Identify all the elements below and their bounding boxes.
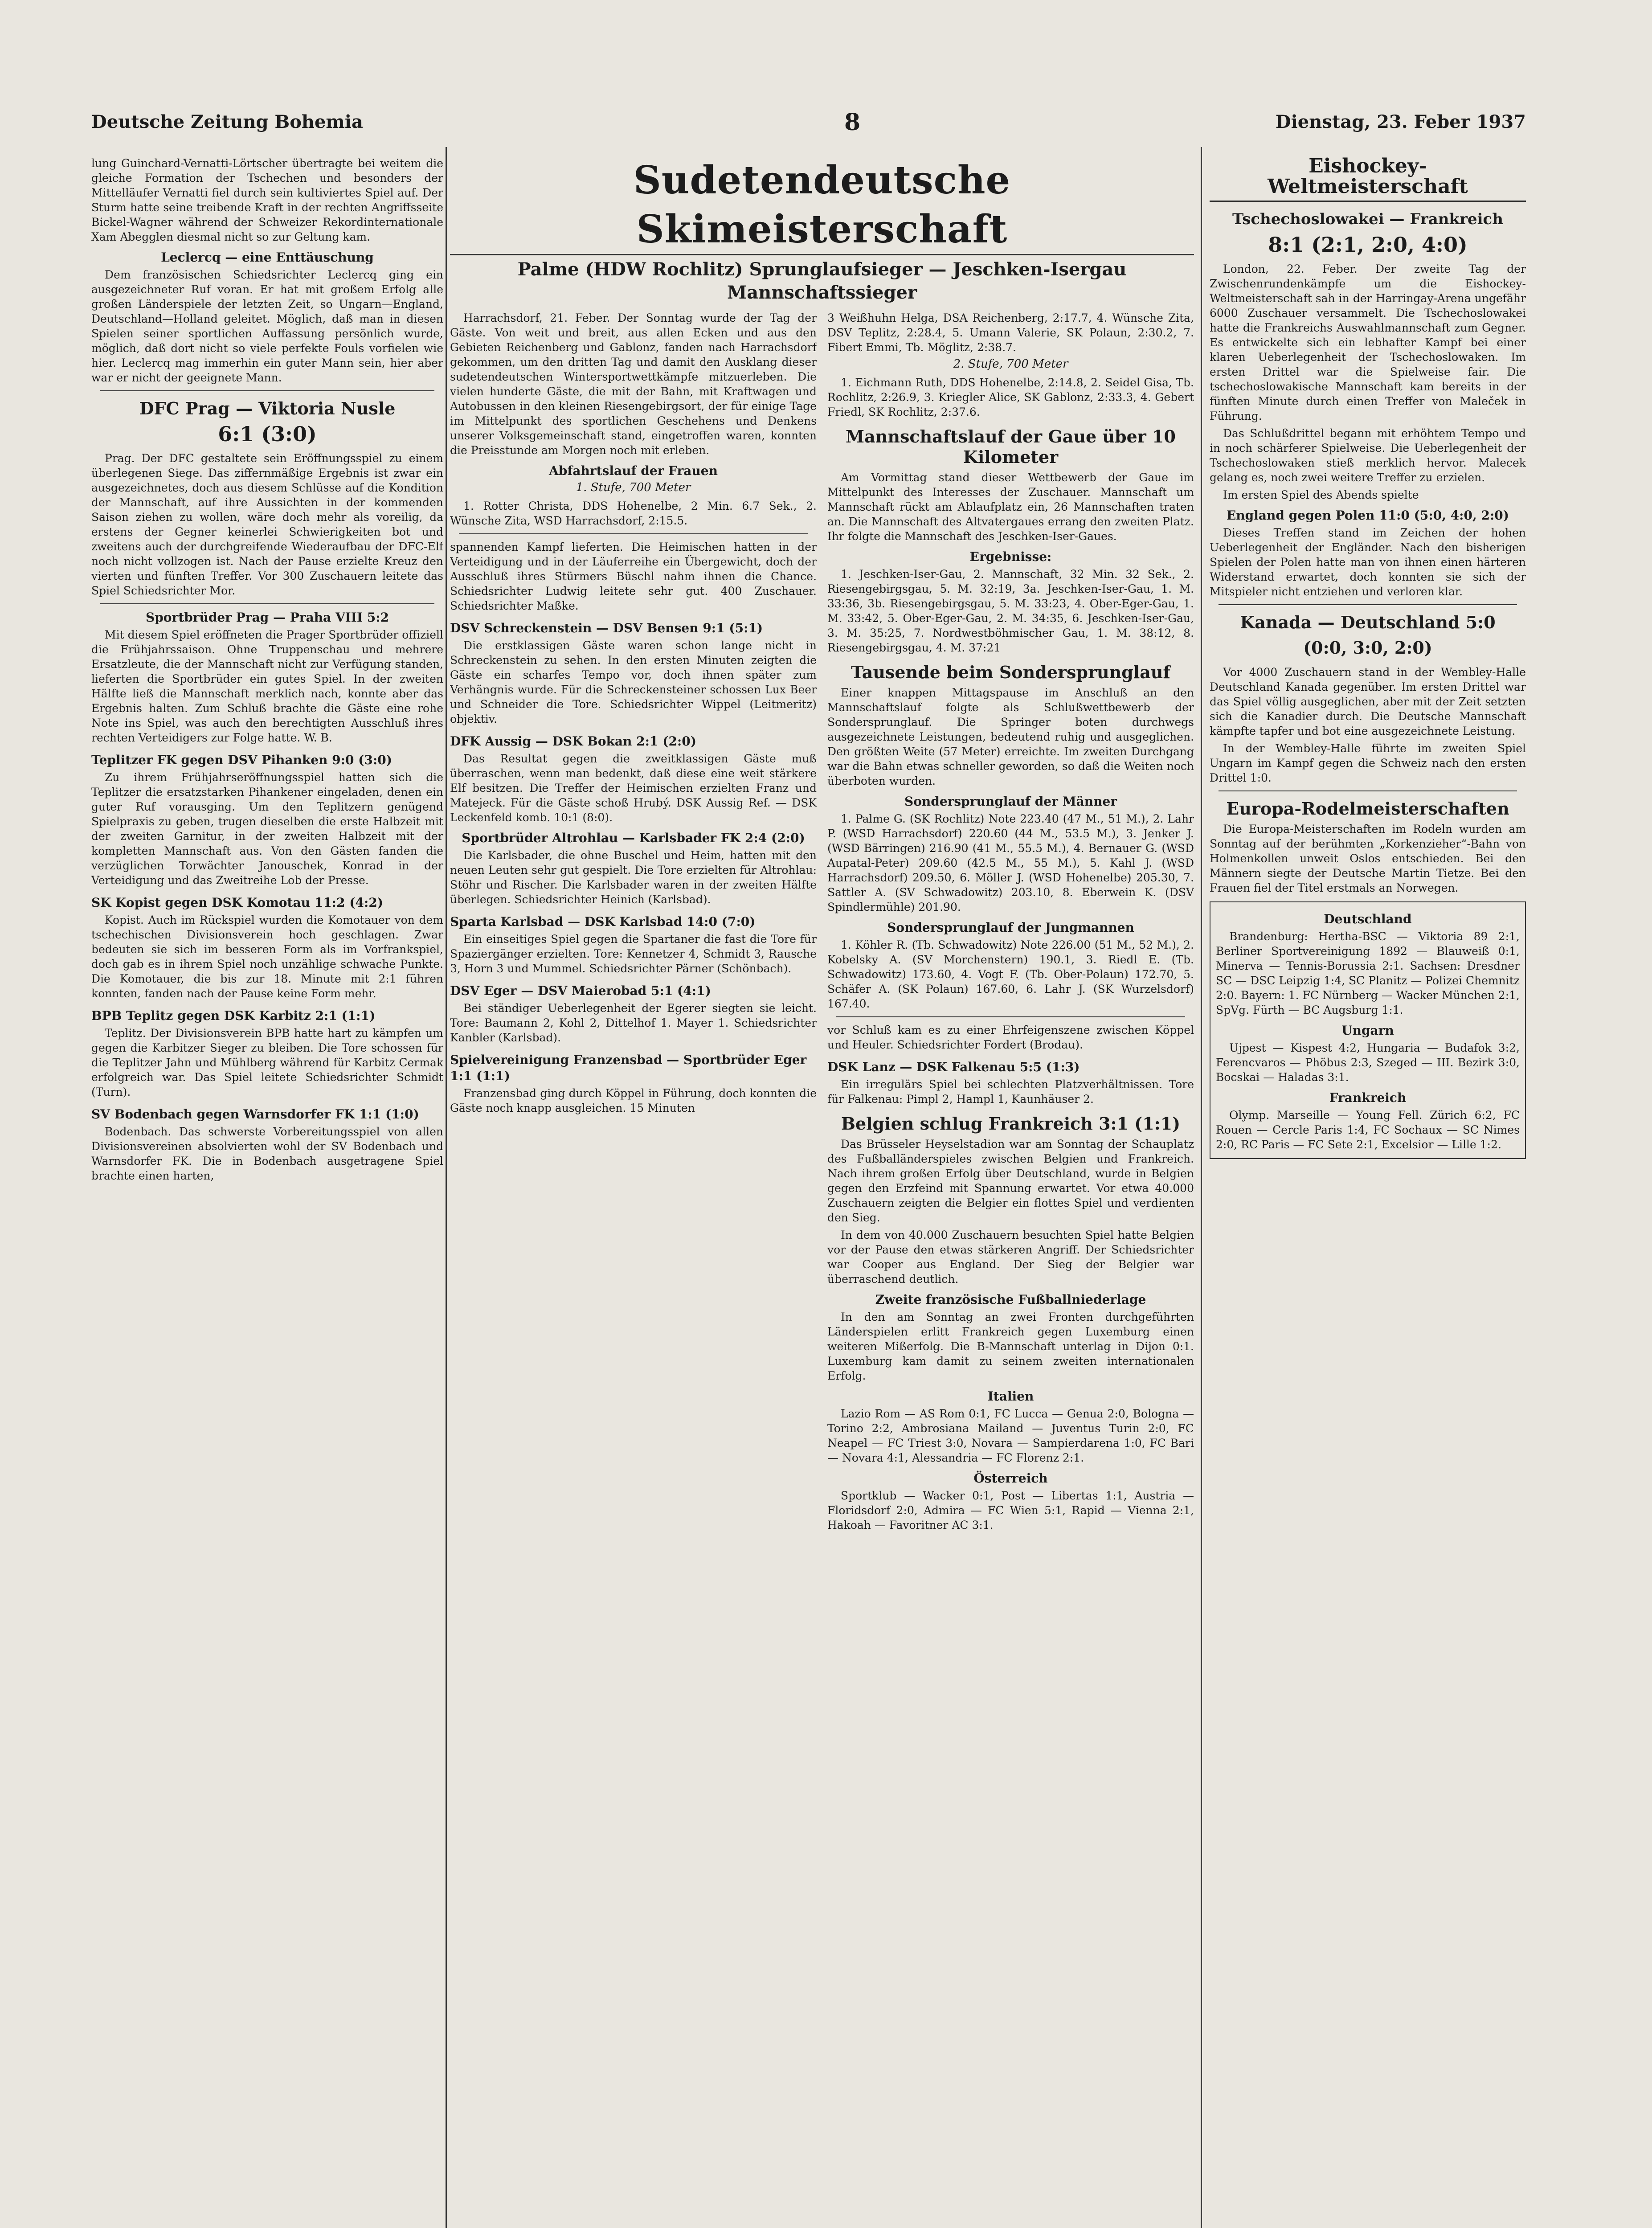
article-text: lung Guinchard-Vernatti-Lörtscher übertragte bei weitem die gleiche Formation der Tschechen und besonders der Mittelläufer Vernatti fiel durch sein kultiviertes Spiel auf. Der Sturm hatte seine treibende Kraft in der rechten Angriffsseite Bickel-Wagner während der Schweizer Rekordinternationale Xam Abegglen diesmal nicht so zur Geltung kam.: [91, 157, 443, 243]
separator: [100, 390, 434, 391]
headline: Eishockey-Weltmeisterschaft: [1210, 156, 1526, 202]
headline: DSV Eger — DSV Maierobad 5:1 (4:1): [450, 983, 711, 998]
right-column: [1210, 156, 1526, 2228]
article-text: Olymp. Marseille — Young Fell. Zürich 6:2, FC Rouen — Cercle Paris 1:4, FC Sochaux — SC Nimes 2:0, RC Paris — FC Sete 2:1, Excelsior — Lille 1:2.: [1216, 1109, 1520, 1151]
headline: Kanada — Deutschland 5:0: [1240, 612, 1496, 632]
article-text: Die Karlsbader, die ohne Buschel und Heim, hatten mit den neuen Leuten sehr gut gespielt. Die Tore erzielten für Altrohlau: Stöhr und Rischer. Die Karlsbader waren in der zweiten Hälfte überlegen. Schiedsrichter Heinich (Karlsbad).: [450, 849, 817, 906]
headline: Sportbrüder Prag — Praha VIII 5:2: [145, 610, 389, 625]
article-text: Lazio Rom — AS Rom 0:1, FC Lucca — Genua 2:0, Bologna — Torino 2:2, Ambrosiana Mailand — Juventus Turin 2:0, FC Neapel — FC Triest 3:0, Novara — Sampierdarena 1:0, FC Bari — Novara 4:1, Alessandria — FC Florenz 2:1.: [827, 1407, 1194, 1464]
article-text: 1. Köhler R. (Tb. Schwadowitz) Note 226.00 (51 M., 52 M.), 2. Kobelsky A. (SV Morchenstern) 190.1, 3. Riedl E. (Tb. Schwadowitz) 173.60, 4. Vogt F. (Tb. Ober-Polaun) 172.70, 5. Schäfer A. (SK Polaun) 167.60, 6. Lahr J. (SK Wurzelsdorf) 167.40.: [827, 938, 1194, 1010]
subheading: Sondersprunglauf der Männer: [904, 794, 1117, 809]
article-text: Harrachsdorf, 21. Feber. Der Sonntag wurde der Tag der Gäste. Von weit und breit, aus allen Ecken und aus den Gebieten Reichenberg und Gablonz, fanden nach Harrachsdorf gekommen, um den dritten Tag und damit den Ausklang dieser sudetendeutschen Wintersportwettkämpfe mitzuerleben. Die vielen hunderte Gäste, die mit der Bahn, mit Kraftwagen und Autobussen in den kleinen Riesengebirgsort, der für einige Tage im Mittelpunkt des sportlichen Geschehens und Denkens unserer Volksgemeinschaft stand, eingetroffen waren, konnten die Preisstunde am Morgen noch mit erleben.: [450, 311, 817, 457]
article-text: Brandenburg: Hertha-BSC — Viktoria 89 2:1, Berliner Sportvereinigung 1892 — Blauweiß 0:1, Minerva — Tennis-Borussia 2:1. Sachsen: Dresdner SC — DSC Leipzig 1:4, SC Planitz — Polizei Chemnitz 2:0. Bayern: 1. FC Nürnberg — Wacker München 2:1, SpVg. Fürth — BC Augsburg 1:1.: [1216, 930, 1520, 1016]
issue-date: Dienstag, 23. Feber 1937: [1275, 111, 1526, 132]
article-text: 3 Weißhuhn Helga, DSA Reichenberg, 2:17.7, 4. Wünsche Zita, DSV Teplitz, 2:28.4, 5. Umann Valerie, SK Polaun, 2:30.2, 7. Fibert Emmi, Tb. Möglitz, 2:38.7.: [827, 311, 1194, 354]
article-text: 1. Rotter Christa, DDS Hohenelbe, 2 Min. 6.7 Sek., 2. Wünsche Zita, WSD Harrachsdorf, 2:15.5.: [450, 500, 817, 527]
article-text: Sportklub — Wacker 0:1, Post — Libertas 1:1, Austria — Floridsdorf 2:0, Admira — FC Wien 5:1, Rapid — Vienna 2:1, Hakoah — Favoritner AC 3:1.: [827, 1489, 1194, 1532]
article-text: Bodenbach. Das schwerste Vorbereitungsspiel von allen Divisionsvereinen absolvierten wohl der SV Bodenbach und Warnsdorfer FK. Die in Bodenbach ausgetragene Spiel brachte einen harten,: [91, 1125, 443, 1182]
article-text: 1. Eichmann Ruth, DDS Hohenelbe, 2:14.8, 2. Seidel Gisa, Tb. Rochlitz, 2:26.9, 3. Kriegler Alice, SK Gablonz, 2:33.3, 4. Gebert Friedl, SK Rochlitz, 2:37.6.: [827, 376, 1194, 418]
article-text: Am Vormittag stand dieser Wettbewerb der Gaue im Mittelpunkt des Interesses der Zuschauer. Mannschaft um Mannschaft rückt am Ablaufplatz ein, 26 Mannschaften traten an. Die Mannschaft des Altvatergaues errang den zweiten Platz. Ihr folgte die Mannschaft des Jeschken-Iser-Gaues.: [827, 471, 1194, 543]
headline: SK Kopist gegen DSK Komotau 11:2 (4:2): [91, 895, 384, 910]
headline: DFC Prag — Viktoria Nusle: [139, 398, 396, 418]
column-rule: [1201, 147, 1202, 2228]
separator: [1219, 604, 1517, 605]
separator: [459, 533, 808, 534]
headline: Europa-Rodelmeisterschaften: [1226, 799, 1509, 819]
headline: Spielvereinigung Franzensbad — Sportbrüder Eger 1:1 (1:1): [450, 1053, 807, 1083]
article-text: Ein einseitiges Spiel gegen die Spartaner die fast die Tore für Spaziergänger erzielten. Tore: Kennetzer 4, Schmidt 3, Rausche 3, Horn 3 und Mummel. Schiedsrichter Pärner (Schönbach).: [450, 933, 817, 975]
main-subheadline: Palme (HDW Rochlitz) Sprunglaufsieger — Jeschken-Isergau: [517, 259, 1127, 280]
subheadline: Tschechoslowakei — Frankreich: [1232, 210, 1503, 228]
headline: Tausende beim Sondersprunglauf: [851, 662, 1170, 682]
article-text: Mit diesem Spiel eröffneten die Prager Sportbrüder offiziell die Frühjahrssaison. Ohne Truppenschau und mehrere Ersatzleute, die der Mannschaft nicht zur Verfügung standen, lieferten die Sportbrüder ein gutes Spiel. In der zweiten Hälfte ließ die Mannschaft merklich nach, konnte aber das Ergebnis halten. Zum Schluß brachte die Gäste eine rohe Note ins Spiel, was auch den berechtigten Ausschluß ihres rechten Verteidigers zur Folge hatte. W. B.: [91, 628, 443, 744]
article-text: Bei ständiger Ueberlegenheit der Egerer siegten sie leicht. Tore: Baumann 2, Kohl 2, Dittelhof 1. Mayer 1. Schiedsrichter Kanbler (Karlsbad).: [450, 1002, 817, 1044]
results-box: [1210, 901, 1526, 1159]
separator: [1219, 790, 1517, 791]
paper-name: Deutsche Zeitung Bohemia: [91, 111, 363, 132]
article-text: Einer knappen Mittagspause im Anschluß an den Mannschaftslauf folgte als Schlußwettbewerb der Sondersprunglauf. Die Springer boten durchwegs ausgezeichnete Leistungen, bedeutend ruhig und ausgeglichen. Den größten Weite (57 Meter) erreichte. Im zweiten Durchgang war die Bahn etwas schneller geworden, so daß die Weiten noch überboten wurden.: [827, 686, 1194, 787]
subheading: Abfahrtslauf der Frauen: [549, 463, 718, 478]
article-text: In den am Sonntag an zwei Fronten durchgeführten Länderspielen erlitt Frankreich gegen Luxemburg einen weiteren Mißerfolg. Die B-Mannschaft unterlag in Dijon 0:1. Luxemburg kam damit zu seinem zweiten internationalen Erfolg.: [827, 1311, 1194, 1382]
page-number: 8: [844, 109, 861, 136]
main-headline: Sudetendeutsche Skimeisterschaft: [450, 156, 1194, 255]
subheading: Ergebnisse:: [969, 549, 1052, 564]
center-subcolumn-left: [450, 311, 817, 1535]
score: 6:1 (3:0): [218, 422, 317, 446]
headline: Zweite französische Fußballniederlage: [875, 1292, 1146, 1307]
article-text: Im ersten Spiel des Abends spielte: [1223, 488, 1419, 501]
article-text: spannenden Kampf lieferten. Die Heimischen hatten in der Verteidigung und in der Läuferreihe ein Übergewicht, doch der Ausschluß ihres Stürmers Büschl nahm ihnen die Chance. Schiedsrichter Ludwig leitete sehr gut. 400 Zuschauer. Schiedsrichter Maßke.: [450, 541, 817, 612]
separator: [836, 1016, 1185, 1017]
article-text: 1. Jeschken-Iser-Gau, 2. Mannschaft, 32 Min. 32 Sek., 2. Riesengebirgsgau, 5. M. 32:19, 3a. Jeschken-Iser-Gau, 1. M. 33:36, 3b. Riesengebirgsgau, 5. M. 33:23, 4. Ober-Eger-Gau, 1. M. 33:42, 5. Ober-Eger-Gau, 2. M. 34:35, 6. Jeschken-Iser-Gau, 3. M. 35:25, 7. Nordwestböhmischer Gau, 1. M. 38:12, 8. Riesengebirgsgau, 4. M. 37:21: [827, 568, 1194, 654]
headline: Mannschaftslauf der Gaue über 10 Kilometer: [846, 426, 1176, 467]
masthead: [91, 107, 1526, 138]
article-text: In der Wembley-Halle führte im zweiten Spiel Ungarn im Kampf gegen die Schweiz nach den ersten Drittel 1:0.: [1210, 742, 1526, 784]
headline: BPB Teplitz gegen DSK Karbitz 2:1 (1:1): [91, 1008, 376, 1023]
article-text: Prag. Der DFC gestaltete sein Eröffnungsspiel zu einem überlegenen Siege. Das ziffernmäßige Ergebnis ist zwar ein ausgezeichnetes, doch aus diesem Schlüsse auf die Kondition der Mannschaft, auf ihre Aussichten in der kommenden Saison ziehen zu wollen, wäre doch mehr als voreilig, da erstens der Gegner keinerlei Schwierigkeiten bot und zweitens auch der durchgreifende Wiederaufbau der DFC-Elf noch nicht vollzogen ist. Nach der Pause erzielte Kreuz den vierten und fünften Treffer. Vor 300 Zuschauern leitete das Spiel Schiedsrichter Mor.: [91, 452, 443, 597]
article-text: Kopist. Auch im Rückspiel wurden die Komotauer von dem tschechischen Divisionsverein hoch geschlagen. Zwar bedeuten sie sich im besseren Form als im Vorfrankspiel, doch gab es in ihrem Spiel noch unzählige schwache Punkte. Die Komotauer, die bis zur 18. Minute mit 2:1 führen konnten, fanden nach der Pause keine Form mehr.: [91, 913, 443, 1000]
main-subheadline-2: Mannschaftssieger: [727, 282, 917, 303]
center-subcolumn-right: [827, 311, 1194, 1535]
headline: England gegen Polen 11:0 (5:0, 4:0, 2:0): [1226, 508, 1509, 523]
headline: DFK Aussig — DSK Bokan 2:1 (2:0): [450, 734, 696, 749]
subheading: Frankreich: [1329, 1090, 1407, 1105]
column-rule: [446, 147, 447, 2228]
article-text: Zu ihrem Frühjahrseröffnungsspiel hatten sich die Teplitzer die ersatzstarken Pihankener eingeladen, denen ein guter Ruf vorausging. Um den Teplitzern genügend Spielpraxis zu geben, trugen dieselben die erste Halbzeit mit der zweiten Garnitur, in der zweiten Halbzeit mit der kompletten Mannschaft aus. Von den Gästen fanden die verzüglichen Torwächter Janouschek, Konrad in der Verteidigung und das Zweitreihe Lob der Presse.: [91, 771, 443, 887]
headline: DSV Schreckenstein — DSV Bensen 9:1 (5:1): [450, 621, 763, 635]
article-text: Dem französischen Schiedsrichter Leclercq ging ein ausgezeichneter Ruf voran. Er hat mit großem Erfolg alle großen Länderspiele der letzten Zeit, so Ungarn—England, Deutschland—Holland geleitet. Möglich, daß man in diesen Spielen seiner sportlichen Auffassung persönlich wurde, möglich, daß dort nicht so viele perfekte Fouls vorfielen wie hier. Leclercq mag immerhin ein guter Mann sein, hier aber war er nicht der geeignete Mann.: [91, 268, 443, 384]
subheading: Ungarn: [1341, 1023, 1394, 1038]
article-text: Die Europa-Meisterschaften im Rodeln wurden am Sonntag auf der berühmten „Korkenzieher“-Bahn von Holmenkollen unweit Oslos entschieden. Bei den Männern siegte der Deutsche Martin Tietze. Bei den Frauen fiel der Titel erstmals an Norwegen.: [1210, 823, 1526, 894]
article-text: Die erstklassigen Gäste waren schon lange nicht in Schreckenstein zu sehen. In den ersten Minuten zeigten die Gäste ein scharfes Tempo vor, doch ihnen später zum Verhängnis wurde. Für die Schreckensteiner schossen Lux Beer und Schneider die Tore. Schiedsrichter Wippel (Leitmeritz) objektiv.: [450, 639, 817, 725]
headline: DSK Lanz — DSK Falkenau 5:5 (1:3): [827, 1060, 1080, 1074]
subheading: Österreich: [973, 1471, 1048, 1486]
subheading: Sondersprunglauf der Jungmannen: [887, 920, 1134, 935]
article-text: Das Resultat gegen die zweitklassigen Gäste muß überraschen, wenn man bedenkt, daß diese eine weit stärkere Elf besitzen. Die Treffer der Heimischen erzielten Franz und Matejeck. Für die Gäste schoß Hrubý. DSK Aussig Ref. — DSK Leckenfeld komb. 10:1 (8:0).: [450, 752, 817, 824]
article-text: Ein irregulärs Spiel bei schlechten Platzverhältnissen. Tore für Falkenau: Pimpl 2, Hampl 1, Kaunhäuser 2.: [827, 1078, 1194, 1106]
headline: Sparta Karlsbad — DSK Karlsbad 14:0 (7:0): [450, 914, 756, 929]
headline: SV Bodenbach gegen Warnsdorfer FK 1:1 (1:0): [91, 1107, 419, 1122]
subheading: 1. Stufe, 700 Meter: [576, 481, 691, 494]
subheading: Leclercq — eine Enttäuschung: [161, 250, 374, 265]
article-text: vor Schluß kam es zu einer Ehrfeigenszene zwischen Köppel und Heuler. Schiedsrichter Fordert (Brodau).: [827, 1024, 1194, 1051]
score: (0:0, 3:0, 2:0): [1303, 638, 1432, 658]
article-text: Das Schlußdrittel begann mit erhöhtem Tempo und in noch schärferer Spielweise. Die Ueberlegenheit der Tschechoslowaken stieß merklich hervor. Malecek gelang es, noch zwei weitere Treffer zu erzielen.: [1210, 427, 1526, 484]
separator: [100, 603, 434, 604]
article-text: Das Brüsseler Heyselstadion war am Sonntag der Schauplatz des Fußballänderspieles zwischen Belgien und Frankreich. Nach ihrem großen Erfolg über Deutschland, wurde in Belgien gegen den Erzfeind mit Spannung erwartet. Vor etwa 40.000 Zuschauern zeigten die Belgier ein flottes Spiel und verdienten den Sieg.: [827, 1138, 1194, 1224]
article-text: Franzensbad ging durch Köppel in Führung, doch konnten die Gäste noch knapp ausgleichen. 15 Minuten: [450, 1087, 817, 1114]
score: 8:1 (2:1, 2:0, 4:0): [1268, 233, 1468, 257]
article-text: Dieses Treffen stand im Zeichen der hohen Ueberlegenheit der Engländer. Nach den bisherigen Spielen der Polen hatte man von ihnen einen härteren Widerstand erwartet, doch konnten sie sich der Mitspieler nicht entziehen und verloren klar.: [1210, 526, 1526, 598]
article-text: In dem von 40.000 Zuschauern besuchten Spiel hatte Belgien vor der Pause den etwas stärkeren Angriff. Der Schiedsrichter war Cooper aus England. Der Sieg der Belgier war überraschend deutlich.: [827, 1229, 1194, 1286]
article-text: 1. Palme G. (SK Rochlitz) Note 223.40 (47 M., 51 M.), 2. Lahr P. (WSD Harrachsdorf) 220.60 (44 M., 53.5 M.), 3. Jenker J. (WSD Bärringen) 216.90 (41 M., 55.5 M.), 4. Bernauer G. (WSD Aupatal-Peter) 209.60 (42.5 M., 55 M.), 5. Kahl J. (WSD Harrachsdorf) 209.50, 6. Möller J. (WSD Hohenelbe) 205.30, 7. Sattler A. (SV Schwadowitz) 203.10, 8. Eberwein K. (DSV Spindlermühle) 201.90.: [827, 812, 1194, 913]
subheading: Deutschland: [1324, 912, 1412, 926]
subheading: 2. Stufe, 700 Meter: [953, 357, 1068, 371]
headline: Sportbrüder Altrohlau — Karlsbader FK 2:4 (2:0): [462, 831, 805, 845]
article-text: Teplitz. Der Divisionsverein BPB hatte hart zu kämpfen um gegen die Karbitzer Sieger zu bleiben. Die Tore schossen für die Teplitzer Jahn und Mühlberg während für Karbitz Cermak erfolgreich war. Das Spiel leitete Schiedsrichter Schmidt (Turn).: [91, 1027, 443, 1098]
left-column: [91, 156, 443, 2228]
headline: Teplitzer FK gegen DSV Pihanken 9:0 (3:0): [91, 753, 392, 767]
subheading: Italien: [987, 1389, 1034, 1404]
center-column: [450, 156, 1194, 2228]
article-text: Ujpest — Kispest 4:2, Hungaria — Budafok 3:2, Ferencvaros — Phöbus 2:3, Szeged — III. Bezirk 3:0, Bocskai — Haladas 3:1.: [1216, 1041, 1520, 1084]
article-text: London, 22. Feber. Der zweite Tag der Zwischenrundenkämpfe um die Eishockey-Weltmeisterschaft sah in der Harringay-Arena ungefähr 6000 Zuschauer versammelt. Die Tschechoslowakei hatte die Frankreichs Auswahlmannschaft zum Gegner. Es entwickelte sich ein lebhafter Kampf bei einer klaren Ueberlegenheit der Tschechoslowaken. Im ersten Drittel war die Spielweise fair. Die tschechoslowakische Mannschaft kam bereits in der fünften Minute durch einen Treffer von Maleček in Führung.: [1210, 262, 1526, 422]
article-text: Vor 4000 Zuschauern stand in der Wembley-Halle Deutschland Kanada gegenüber. Im ersten Drittel war das Spiel völlig ausgeglichen, aber mit der Zeit setzten sich die Kanadier durch. Die Deutsche Mannschaft kämpfte tapfer und bot eine ausgezeichnete Leistung.: [1210, 666, 1526, 737]
headline: Belgien schlug Frankreich 3:1 (1:1): [841, 1114, 1181, 1134]
